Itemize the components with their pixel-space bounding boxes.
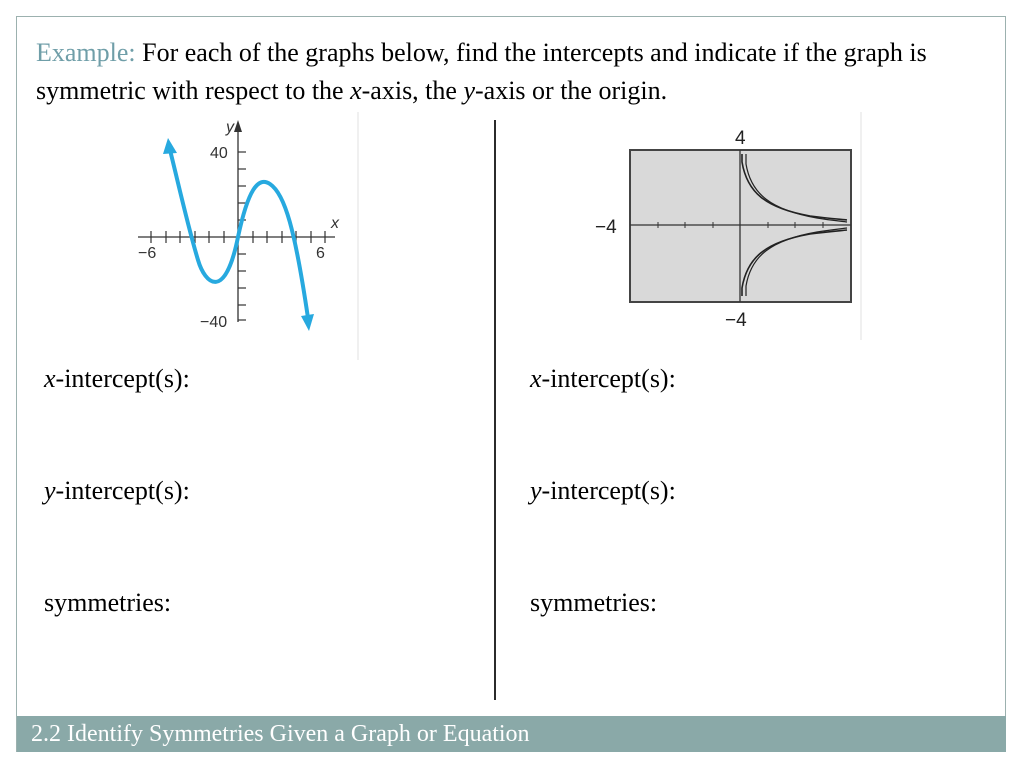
y-max-label: 40 [210,145,228,162]
y-axis-label: y [226,119,234,136]
curve-arrow-top [163,138,177,154]
example-label: Example: [36,38,136,67]
left-x-intercept-label: -intercept(s): [55,364,190,393]
instruction-x-var: x [350,76,362,105]
slide-footer [17,716,1006,752]
right-y-intercept-prompt [530,476,676,506]
instruction-text-2: -axis, the [361,76,464,105]
curve-arrow-bottom [301,314,314,331]
left-y-var: y [44,476,56,505]
y-max-label: 4 [735,128,746,149]
x-max-label: 6 [316,245,325,262]
right-y-var: y [530,476,542,505]
instruction-text-3: -axis or the origin. [475,76,668,105]
left-symmetries-prompt: symmetries: [44,588,172,617]
left-y-intercept-label: -intercept(s): [55,476,190,505]
right-symmetries-prompt: symmetries: [530,588,658,617]
x-min-label: −4 [595,217,617,238]
x-axis-label: x [331,215,339,232]
right-x-intercept-prompt [530,364,676,394]
instruction-text-1: For each of the graphs below, find the intercepts and indicate if the graph is symmetric with respect to the [36,38,927,105]
instruction-y-var: y [463,76,475,105]
cubic-curve [170,150,308,318]
right-x-intercept-label: -intercept(s): [541,364,676,393]
y-axis-arrow [234,120,242,132]
y-min-label: −40 [200,314,228,331]
left-x-intercept-prompt [44,364,190,394]
x-min-label: −6 [138,245,157,262]
y-min-label: −4 [725,310,747,331]
slide-header [36,34,976,110]
right-y-intercept-label: -intercept(s): [541,476,676,505]
left-x-var: x [44,364,56,393]
reciprocal-graph [585,112,865,340]
left-y-intercept-prompt [44,476,190,506]
cubic-graph [130,112,360,360]
column-divider [494,120,496,700]
right-x-var: x [530,364,542,393]
footer-title: 2.2 Identify Symmetries Given a Graph or Equation [31,721,530,747]
